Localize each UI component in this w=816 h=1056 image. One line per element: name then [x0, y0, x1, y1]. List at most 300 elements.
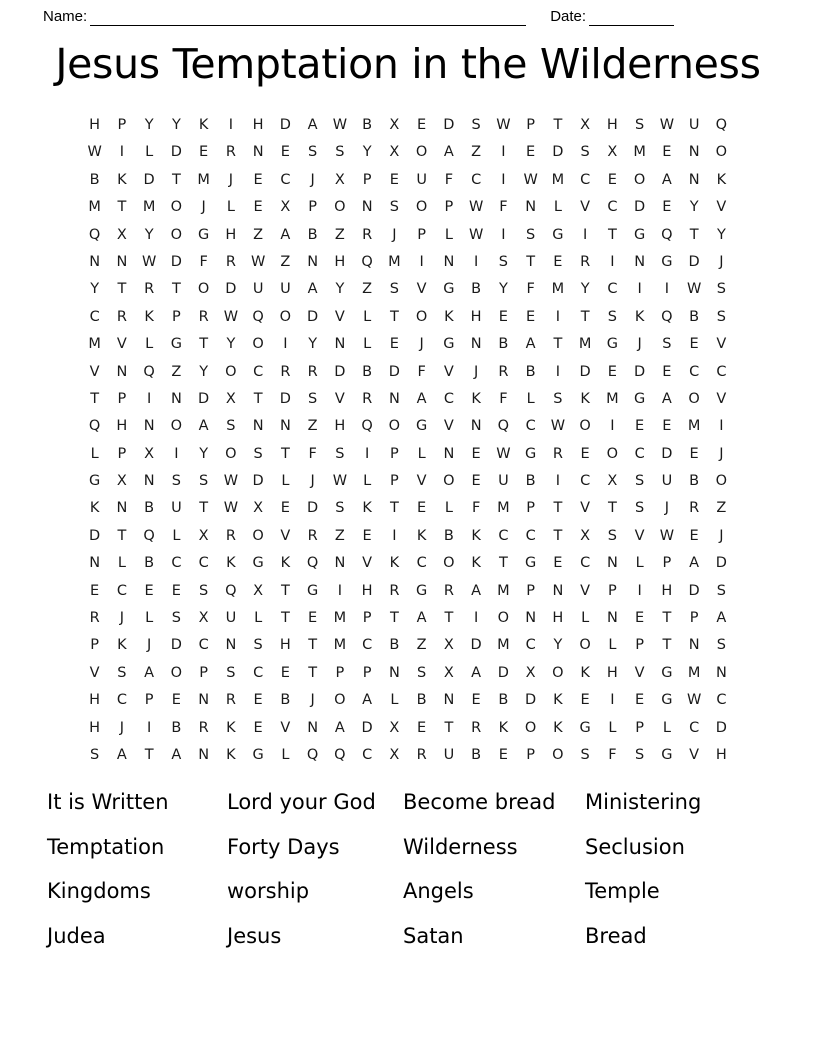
name-input-line[interactable] [90, 12, 526, 26]
grid-letter[interactable]: R [307, 363, 318, 380]
grid-letter[interactable]: N [606, 555, 618, 572]
word-list-item[interactable]: Temple [585, 879, 660, 903]
grid-letter[interactable]: J [719, 527, 724, 544]
grid-letter[interactable]: R [580, 253, 591, 270]
grid-letter[interactable]: F [499, 390, 508, 407]
grid-letter[interactable]: T [389, 500, 399, 517]
grid-letter[interactable]: B [280, 692, 291, 709]
grid-letter[interactable]: J [664, 500, 670, 517]
word-list-item[interactable]: Wilderness [403, 834, 518, 859]
grid-letter[interactable]: D [497, 664, 509, 681]
grid-letter[interactable]: S [253, 637, 263, 654]
grid-letter[interactable]: Q [252, 308, 264, 325]
grid-letter[interactable]: D [170, 253, 182, 270]
grid-letter[interactable]: G [634, 390, 646, 407]
grid-letter[interactable]: X [525, 664, 536, 681]
grid-letter[interactable]: T [553, 500, 563, 517]
grid-letter[interactable]: J [473, 363, 479, 380]
grid-letter[interactable]: M [551, 281, 565, 298]
grid-letter[interactable]: H [89, 117, 101, 133]
grid-letter[interactable]: U [171, 500, 182, 517]
grid-letter[interactable]: E [308, 610, 318, 627]
grid-letter[interactable]: W [332, 117, 348, 133]
grid-letter[interactable]: R [225, 692, 236, 709]
grid-letter[interactable]: H [279, 637, 291, 654]
grid-letter[interactable]: K [198, 117, 209, 133]
grid-letter[interactable]: A [443, 144, 454, 161]
grid-letter[interactable]: T [389, 610, 399, 627]
grid-letter[interactable]: I [637, 281, 642, 298]
grid-letter[interactable]: U [225, 610, 237, 627]
grid-letter[interactable]: E [526, 308, 536, 325]
grid-letter[interactable]: F [526, 281, 535, 298]
grid-letter[interactable]: J [201, 199, 206, 216]
grid-letter[interactable]: X [116, 473, 127, 490]
grid-letter[interactable]: E [635, 610, 645, 627]
grid-letter[interactable]: V [416, 281, 427, 298]
grid-letter[interactable]: G [606, 336, 618, 353]
grid-letter[interactable]: X [334, 171, 345, 188]
grid-letter[interactable]: S [90, 746, 100, 763]
grid-letter[interactable]: G [579, 719, 591, 736]
grid-letter[interactable]: P [117, 445, 127, 462]
grid-letter[interactable]: B [498, 692, 509, 709]
grid-letter[interactable]: A [116, 746, 127, 763]
grid-letter[interactable]: Z [171, 363, 182, 380]
grid-letter[interactable]: Z [334, 527, 345, 544]
grid-letter[interactable]: P [526, 117, 535, 133]
grid-letter[interactable]: D [198, 390, 210, 407]
grid-letter[interactable]: I [283, 336, 288, 353]
grid-letter[interactable]: P [199, 664, 208, 681]
grid-letter[interactable]: L [608, 719, 617, 736]
grid-letter[interactable]: Z [716, 500, 727, 517]
grid-letter[interactable]: S [553, 390, 563, 407]
grid-letter[interactable]: P [362, 664, 372, 681]
grid-letter[interactable]: I [719, 418, 724, 435]
word-list-item[interactable]: Seclusion [585, 834, 685, 859]
grid-letter[interactable]: W [332, 473, 348, 490]
grid-letter[interactable]: T [580, 308, 590, 325]
grid-letter[interactable]: N [552, 582, 564, 599]
grid-letter[interactable]: Y [199, 445, 209, 462]
grid-letter[interactable]: E [498, 746, 508, 763]
grid-letter[interactable]: I [392, 527, 397, 544]
grid-letter[interactable]: H [552, 610, 564, 627]
grid-letter[interactable]: M [551, 171, 565, 188]
grid-letter[interactable]: H [361, 582, 373, 599]
grid-letter[interactable]: Y [90, 281, 100, 298]
grid-letter[interactable]: M [333, 610, 347, 627]
grid-letter[interactable]: V [580, 199, 591, 216]
grid-letter[interactable]: W [468, 199, 484, 216]
grid-letter[interactable]: B [689, 473, 700, 490]
grid-letter[interactable]: V [116, 336, 127, 353]
grid-letter[interactable]: U [252, 281, 264, 298]
grid-letter[interactable]: I [473, 610, 479, 627]
grid-letter[interactable]: Q [306, 555, 319, 572]
grid-letter[interactable]: Z [362, 281, 373, 298]
grid-letter[interactable]: S [417, 664, 427, 681]
grid-letter[interactable]: K [498, 719, 509, 736]
grid-letter[interactable]: D [307, 308, 319, 325]
grid-letter[interactable]: X [389, 719, 400, 736]
grid-letter[interactable]: R [225, 144, 236, 161]
grid-letter[interactable]: A [144, 664, 155, 681]
grid-letter[interactable]: F [499, 199, 508, 216]
grid-letter[interactable]: N [388, 390, 400, 407]
grid-letter[interactable]: G [307, 582, 319, 599]
grid-letter[interactable]: A [716, 610, 727, 627]
grid-letter[interactable]: W [659, 527, 675, 544]
grid-letter[interactable]: S [171, 610, 181, 627]
grid-letter[interactable]: B [171, 719, 182, 736]
grid-letter[interactable]: D [279, 390, 291, 407]
grid-letter[interactable]: P [390, 473, 399, 490]
grid-letter[interactable]: M [633, 144, 646, 161]
grid-letter[interactable]: S [308, 390, 318, 407]
word-list-item[interactable]: worship [227, 879, 310, 903]
grid-letter[interactable]: X [280, 199, 291, 216]
grid-letter[interactable]: D [388, 363, 400, 380]
grid-letter[interactable]: D [334, 363, 346, 380]
grid-letter[interactable]: C [198, 555, 209, 572]
grid-letter[interactable]: Q [361, 418, 373, 435]
grid-letter[interactable]: Q [497, 418, 510, 435]
grid-letter[interactable]: Q [306, 746, 319, 763]
grid-letter[interactable]: O [688, 390, 700, 407]
grid-letter[interactable]: B [362, 363, 373, 380]
grid-letter[interactable]: E [471, 692, 481, 709]
grid-letter[interactable]: P [117, 390, 127, 407]
grid-letter[interactable]: T [607, 500, 617, 517]
grid-letter[interactable]: I [146, 390, 152, 407]
grid-letter[interactable]: Z [253, 226, 264, 243]
grid-letter[interactable]: K [716, 171, 727, 188]
grid-letter[interactable]: L [635, 555, 644, 572]
grid-letter[interactable]: K [226, 555, 236, 572]
grid-letter[interactable]: L [145, 336, 154, 353]
grid-letter[interactable]: P [335, 664, 345, 681]
grid-letter[interactable]: V [689, 746, 700, 763]
grid-letter[interactable]: C [362, 637, 373, 654]
grid-letter[interactable]: D [252, 473, 264, 490]
grid-letter[interactable]: S [389, 199, 399, 216]
grid-letter[interactable]: Z [334, 226, 345, 243]
grid-letter[interactable]: A [198, 418, 209, 435]
grid-letter[interactable]: E [253, 692, 263, 709]
grid-letter[interactable]: K [634, 308, 645, 325]
grid-letter[interactable]: J [119, 610, 125, 627]
grid-letter[interactable]: C [171, 555, 182, 572]
grid-letter[interactable]: D [634, 199, 646, 216]
grid-letter[interactable]: V [362, 555, 373, 572]
grid-letter[interactable]: P [526, 500, 535, 517]
grid-letter[interactable]: H [252, 117, 264, 133]
grid-letter[interactable]: C [689, 363, 700, 380]
grid-letter[interactable]: V [443, 363, 454, 380]
grid-letter[interactable]: L [145, 610, 154, 627]
grid-letter[interactable]: V [580, 582, 591, 599]
word-list-item[interactable]: Bread [585, 923, 647, 948]
grid-letter[interactable]: Y [498, 281, 508, 298]
grid-letter[interactable]: F [417, 363, 426, 380]
grid-letter[interactable]: N [443, 692, 455, 709]
grid-letter[interactable]: G [634, 226, 646, 243]
grid-letter[interactable]: G [89, 473, 101, 490]
grid-letter[interactable]: S [335, 500, 345, 517]
grid-letter[interactable]: I [637, 582, 642, 599]
grid-letter[interactable]: P [444, 199, 454, 216]
grid-letter[interactable]: L [662, 719, 671, 736]
grid-letter[interactable]: S [199, 473, 209, 490]
grid-letter[interactable]: R [362, 390, 373, 407]
grid-letter[interactable]: M [687, 418, 701, 435]
grid-letter[interactable]: T [553, 336, 563, 353]
grid-letter[interactable]: M [88, 199, 101, 216]
grid-letter[interactable]: H [334, 253, 346, 270]
grid-letter[interactable]: S [635, 473, 645, 490]
grid-letter[interactable]: N [470, 336, 482, 353]
grid-letter[interactable]: E [253, 719, 263, 736]
grid-letter[interactable]: S [635, 746, 645, 763]
grid-letter[interactable]: N [715, 664, 727, 681]
grid-letter[interactable]: W [250, 253, 266, 270]
word-list-item[interactable]: Lord your God [227, 790, 376, 814]
grid-letter[interactable]: O [225, 363, 237, 380]
grid-letter[interactable]: I [555, 308, 561, 325]
grid-letter[interactable]: D [688, 253, 700, 270]
grid-letter[interactable]: N [89, 253, 101, 270]
grid-letter[interactable]: K [117, 637, 127, 654]
grid-letter[interactable]: T [280, 445, 290, 462]
grid-letter[interactable]: W [686, 281, 702, 298]
grid-letter[interactable]: H [225, 226, 237, 243]
grid-letter[interactable]: R [443, 582, 454, 599]
grid-letter[interactable]: S [226, 664, 236, 681]
grid-letter[interactable]: Q [715, 117, 728, 133]
grid-letter[interactable]: X [607, 144, 618, 161]
grid-letter[interactable]: I [419, 253, 424, 270]
grid-letter[interactable]: N [198, 746, 210, 763]
grid-letter[interactable]: I [582, 226, 588, 243]
grid-letter[interactable]: V [280, 527, 291, 544]
grid-letter[interactable]: V [580, 500, 591, 517]
grid-letter[interactable]: D [470, 637, 482, 654]
grid-letter[interactable]: M [497, 500, 510, 517]
grid-letter[interactable]: K [553, 719, 563, 736]
grid-letter[interactable]: K [553, 692, 563, 709]
grid-letter[interactable]: Y [144, 117, 154, 133]
grid-letter[interactable]: N [443, 445, 455, 462]
grid-letter[interactable]: N [116, 363, 128, 380]
word-list-item[interactable]: Angels [403, 879, 474, 903]
grid-letter[interactable]: E [199, 144, 209, 161]
grid-letter[interactable]: C [525, 637, 536, 654]
grid-letter[interactable]: G [552, 226, 564, 243]
grid-letter[interactable]: S [580, 746, 590, 763]
grid-letter[interactable]: S [580, 144, 590, 161]
grid-letter[interactable]: J [392, 226, 397, 243]
grid-letter[interactable]: D [225, 281, 237, 298]
grid-letter[interactable]: C [607, 199, 618, 216]
grid-letter[interactable]: H [116, 418, 128, 435]
grid-letter[interactable]: B [525, 363, 536, 380]
word-list-item[interactable]: Temptation [47, 834, 165, 859]
grid-letter[interactable]: E [526, 144, 536, 161]
grid-letter[interactable]: V [89, 363, 100, 380]
grid-letter[interactable]: N [143, 473, 155, 490]
grid-letter[interactable]: J [228, 171, 234, 188]
grid-letter[interactable]: L [553, 199, 562, 216]
grid-letter[interactable]: L [526, 390, 535, 407]
grid-letter[interactable]: C [607, 281, 618, 298]
grid-letter[interactable]: J [310, 692, 315, 709]
grid-letter[interactable]: T [444, 610, 454, 627]
grid-letter[interactable]: T [117, 199, 127, 216]
grid-letter[interactable]: D [307, 500, 319, 517]
grid-letter[interactable]: O [334, 199, 346, 216]
grid-letter[interactable]: L [172, 527, 181, 544]
grid-letter[interactable]: C [580, 555, 591, 572]
grid-letter[interactable]: P [635, 719, 644, 736]
grid-letter[interactable]: E [253, 199, 263, 216]
grid-letter[interactable]: S [716, 582, 726, 599]
grid-letter[interactable]: O [497, 610, 510, 627]
grid-letter[interactable]: B [498, 336, 509, 353]
grid-letter[interactable]: R [198, 719, 209, 736]
grid-letter[interactable]: B [307, 226, 318, 243]
grid-letter[interactable]: A [307, 117, 318, 133]
grid-letter[interactable]: W [496, 117, 511, 133]
grid-letter[interactable]: I [610, 418, 615, 435]
grid-letter[interactable]: N [688, 144, 700, 161]
grid-letter[interactable]: G [416, 582, 428, 599]
grid-letter[interactable]: G [661, 253, 673, 270]
grid-letter[interactable]: T [689, 226, 699, 243]
grid-letter[interactable]: H [606, 117, 618, 133]
grid-letter[interactable]: O [415, 144, 428, 161]
grid-letter[interactable]: D [279, 117, 291, 133]
grid-letter[interactable]: T [498, 555, 508, 572]
grid-letter[interactable]: G [198, 226, 210, 243]
grid-letter[interactable]: B [389, 637, 400, 654]
grid-letter[interactable]: S [253, 445, 263, 462]
grid-letter[interactable]: P [526, 582, 535, 599]
grid-letter[interactable]: D [661, 445, 673, 462]
grid-letter[interactable]: A [280, 226, 291, 243]
word-list-item[interactable]: It is Written [47, 790, 169, 814]
grid-letter[interactable]: W [659, 117, 675, 133]
grid-letter[interactable]: C [580, 171, 591, 188]
grid-letter[interactable]: F [199, 253, 208, 270]
grid-letter[interactable]: C [580, 473, 591, 490]
grid-letter[interactable]: T [117, 281, 127, 298]
grid-letter[interactable]: G [170, 336, 182, 353]
grid-letter[interactable]: H [334, 418, 346, 435]
grid-letter[interactable]: E [417, 500, 427, 517]
grid-letter[interactable]: Q [88, 418, 101, 435]
grid-letter[interactable]: G [252, 555, 264, 572]
grid-letter[interactable]: B [689, 308, 700, 325]
grid-letter[interactable]: C [498, 527, 509, 544]
grid-letter[interactable]: M [497, 582, 510, 599]
grid-letter[interactable]: T [199, 500, 209, 517]
grid-letter[interactable]: A [661, 390, 672, 407]
grid-letter[interactable]: E [389, 336, 399, 353]
grid-letter[interactable]: H [470, 308, 482, 325]
grid-letter[interactable]: N [198, 692, 210, 709]
grid-letter[interactable]: Z [471, 144, 482, 161]
grid-letter[interactable]: M [333, 637, 347, 654]
grid-letter[interactable]: F [608, 746, 617, 763]
grid-letter[interactable]: R [225, 253, 236, 270]
grid-letter[interactable]: A [471, 664, 482, 681]
grid-letter[interactable]: Y [580, 281, 590, 298]
grid-letter[interactable]: E [417, 719, 427, 736]
grid-letter[interactable]: O [443, 555, 455, 572]
grid-letter[interactable]: A [416, 390, 427, 407]
grid-letter[interactable]: F [308, 445, 317, 462]
grid-letter[interactable]: S [716, 637, 726, 654]
grid-letter[interactable]: X [253, 500, 264, 517]
grid-letter[interactable]: U [443, 746, 455, 763]
grid-letter[interactable]: O [170, 199, 183, 216]
grid-letter[interactable]: X [389, 746, 400, 763]
grid-letter[interactable]: U [661, 473, 673, 490]
grid-letter[interactable]: J [119, 719, 125, 736]
grid-letter[interactable]: N [525, 610, 537, 627]
grid-letter[interactable]: S [716, 308, 726, 325]
grid-letter[interactable]: N [443, 253, 455, 270]
grid-letter[interactable]: O [633, 171, 646, 188]
grid-letter[interactable]: M [578, 336, 592, 353]
grid-letter[interactable]: R [198, 308, 209, 325]
grid-letter[interactable]: P [362, 171, 372, 188]
grid-letter[interactable]: P [362, 610, 372, 627]
grid-letter[interactable]: B [471, 746, 482, 763]
grid-letter[interactable]: D [579, 363, 591, 380]
grid-letter[interactable]: U [498, 473, 509, 490]
grid-letter[interactable]: N [307, 719, 319, 736]
grid-letter[interactable]: H [661, 582, 673, 599]
grid-letter[interactable]: E [280, 144, 290, 161]
grid-letter[interactable]: E [553, 253, 563, 270]
grid-letter[interactable]: T [280, 610, 290, 627]
grid-letter[interactable]: V [89, 664, 100, 681]
word-list-item[interactable]: Forty Days [227, 834, 340, 859]
grid-letter[interactable]: S [389, 281, 399, 298]
grid-letter[interactable]: Y [171, 117, 181, 133]
grid-letter[interactable]: U [688, 117, 700, 133]
grid-letter[interactable]: X [144, 445, 155, 462]
grid-letter[interactable]: T [253, 390, 263, 407]
grid-letter[interactable]: I [664, 281, 670, 298]
grid-letter[interactable]: I [555, 473, 561, 490]
grid-letter[interactable]: D [525, 692, 537, 709]
grid-letter[interactable]: A [307, 281, 318, 298]
grid-letter[interactable]: L [363, 308, 372, 325]
grid-letter[interactable]: V [634, 664, 645, 681]
grid-letter[interactable]: G [443, 281, 455, 298]
grid-letter[interactable]: O [170, 226, 183, 243]
grid-letter[interactable]: N [279, 418, 291, 435]
grid-letter[interactable]: J [719, 445, 724, 462]
grid-letter[interactable]: E [280, 664, 290, 681]
grid-letter[interactable]: P [308, 199, 317, 216]
grid-letter[interactable]: H [715, 746, 727, 763]
grid-letter[interactable]: V [416, 473, 427, 490]
